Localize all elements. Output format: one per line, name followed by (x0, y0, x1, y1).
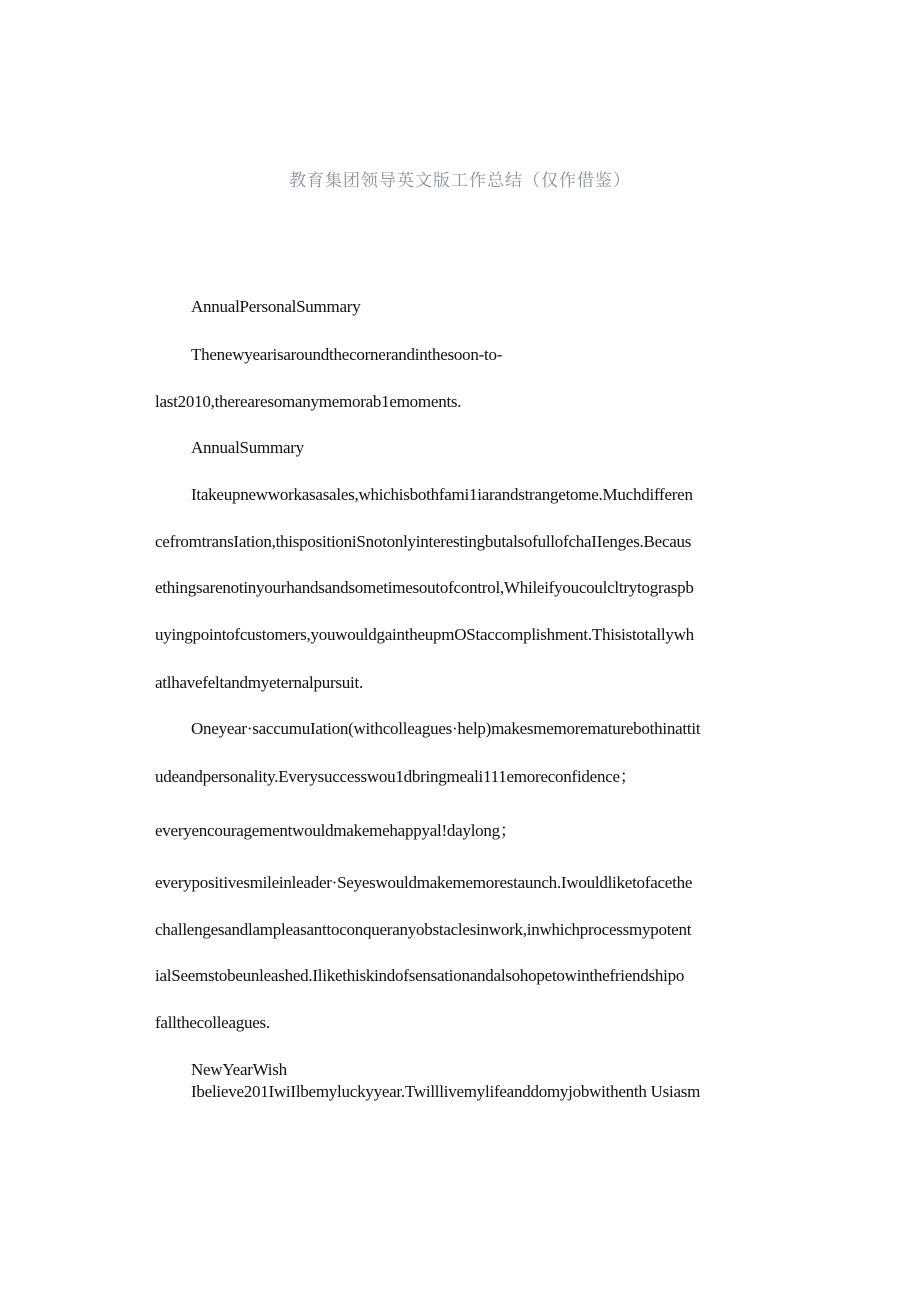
paragraph-line: Itakeupnewworkasasales,whichisbothfami1iarandstrangetome.Muchdifferen (191, 485, 693, 504)
paragraph-line: uyingpointofcustomers,youwouldgaintheupmOStaccomplishment.Thisistotallywh (155, 625, 694, 644)
paragraph-line: cefromtransIation,thispositioniSnotonlyinterestingbutalsofullofchaIIenges.Becaus (155, 532, 692, 551)
paragraph-line: challengesandlampleasanttoconqueranyobstaclesinwork,inwhichprocessmypotent (155, 920, 692, 939)
paragraph-line: everyencouragementwouldmakemehappyal!daylong； (155, 821, 517, 840)
heading-annual-summary: AnnualSummary (191, 438, 304, 457)
paragraph-line: atlhavefeltandmyeternalpursuit. (155, 673, 363, 692)
paragraph-line: ialSeemstobeunleashed.Ilikethiskindofsensationandalsohopetowinthefriendshipo (155, 966, 685, 985)
paragraph-line: ethingsarenotinyourhandsandsometimesoutofcontrol,Whileifyoucoulcltrytograspb (155, 578, 694, 597)
heading-new-year-wish: NewYearWish (191, 1060, 287, 1079)
paragraph-line: Oneyear·saccumuIation(withcolleagues·help)makesmemorematurebothinattit (191, 719, 701, 738)
paragraph-line: everypositivesmileinleader·Seyeswouldmakememorestaunch.Iwouldliketofacethe (155, 873, 693, 892)
paragraph-line: Thenewyearisaroundthecornerandinthesoon-to- (191, 345, 503, 364)
paragraph-line: udeandpersonality.Everysuccesswou1dbringmeali111emoreconfidence； (155, 767, 637, 786)
document-title: 教育集团领导英文版工作总结（仅作借鉴） (289, 171, 631, 191)
paragraph-line: Ibelieve201IwiIlbemyluckyyear.Twilllivemylifeanddomyjobwithenth Usiasm (191, 1082, 701, 1101)
paragraph-line: last2010,therearesomanymemorab1emoments. (155, 392, 462, 411)
paragraph-line: fallthecolleagues. (155, 1013, 270, 1032)
heading-annual-personal-summary: AnnualPersonalSummary (191, 297, 361, 316)
